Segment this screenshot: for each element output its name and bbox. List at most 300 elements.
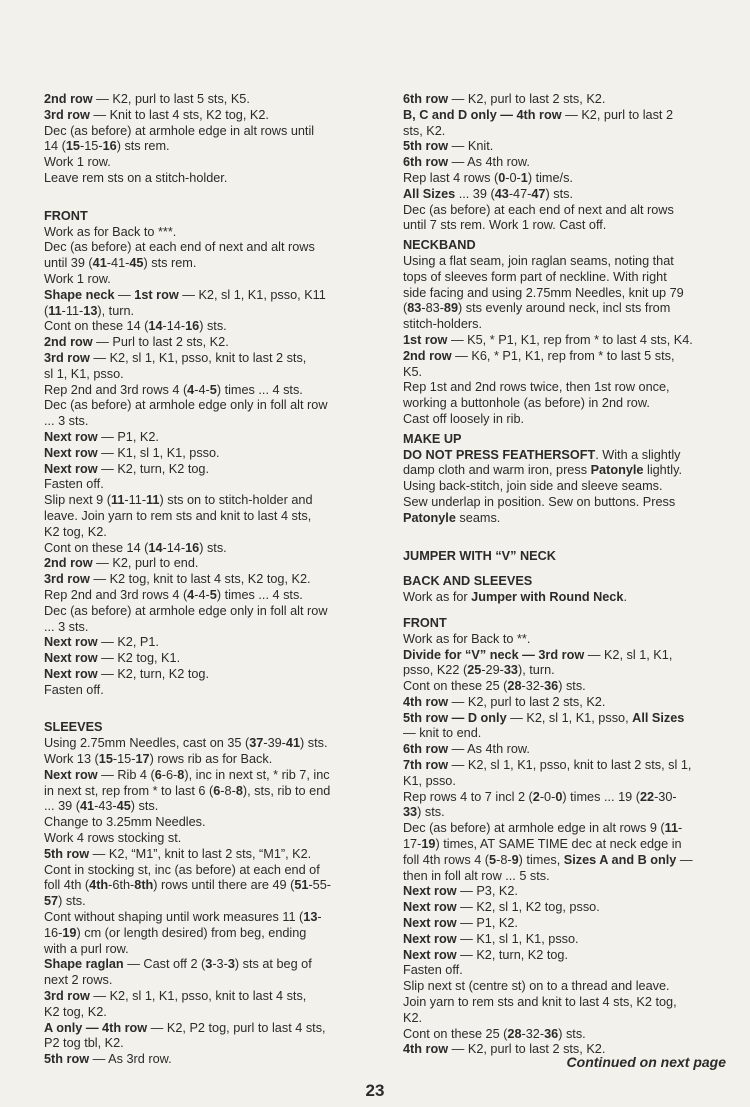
text-line — [403, 742, 726, 758]
text-run: 16- — [44, 925, 63, 940]
bold-text-run: All Sizes — [632, 710, 685, 725]
bold-text-run: 8th — [134, 878, 154, 893]
text-run: ) sts. — [130, 799, 159, 814]
bold-text-run: 11 — [48, 303, 62, 318]
text-run: Dec (as before) at each end of next and alt rows — [44, 240, 315, 255]
text-line — [44, 863, 366, 879]
text-run: — Rib 4 ( — [97, 767, 155, 782]
bold-text-run: 19 — [62, 925, 77, 940]
bold-text-run: 6th row — [403, 92, 449, 106]
text-line — [403, 270, 726, 286]
bold-text-run: 5th row — [44, 846, 90, 861]
text-run: ) time/s. — [527, 170, 573, 185]
bold-text-run: 41 — [285, 736, 301, 751]
text-line — [44, 768, 366, 784]
text-run: — K2, sl 1, K2 tog, psso. — [456, 900, 600, 915]
text-line — [44, 525, 366, 541]
text-line — [44, 651, 366, 667]
bold-text-run: 5 — [209, 382, 217, 397]
text-line — [44, 556, 366, 572]
text-line — [44, 752, 366, 768]
text-run: -47- — [508, 186, 532, 201]
text-run: foll 4th rows 4 ( — [403, 852, 490, 867]
text-run: Sew underlap in position. Sew on buttons. Press — [403, 494, 676, 509]
text-line — [403, 171, 726, 187]
bold-text-run: 4 — [187, 587, 195, 602]
text-line — [403, 979, 726, 995]
text-run: -4- — [194, 587, 210, 602]
text-run: working a buttonhole (as before) in 2nd row. — [403, 396, 650, 411]
bold-text-run: 14 — [148, 540, 163, 555]
text-run: Slip next 9 ( — [44, 493, 111, 508]
text-run: -41- — [106, 256, 130, 271]
text-line — [403, 916, 726, 932]
text-run: Work 1 row. — [44, 271, 111, 286]
text-line — [44, 878, 366, 894]
text-run: tops of sleeves form part of neckline. With right — [403, 269, 667, 284]
text-run: seams. — [455, 510, 501, 525]
text-line — [44, 493, 366, 509]
text-run: — K6, * P1, K1, rep from * to last 5 sts, — [451, 348, 675, 363]
bold-text-run: Next row — [44, 461, 98, 476]
text-line — [403, 511, 726, 527]
bold-text-run: 25 — [467, 663, 482, 678]
text-run: Dec (as before) at armhole edge in alt rows until — [44, 123, 315, 138]
text-run: Dec (as before) at each end of next and alt rows — [403, 202, 674, 217]
left-column — [44, 92, 366, 1068]
section-heading: FRONT — [44, 208, 88, 223]
text-run: Work 13 ( — [44, 752, 99, 767]
spacer — [44, 698, 366, 716]
text-run: -0- — [505, 170, 521, 185]
text-run: — K2, sl 1, K1, — [584, 647, 673, 662]
bold-text-run: 47 — [531, 186, 546, 201]
text-run: ), turn. — [518, 663, 555, 678]
text-run: ), inc in next st, * rib 7, inc — [184, 767, 330, 782]
bold-text-run: DO NOT PRESS FEATHERSOFT — [403, 447, 596, 462]
text-line — [44, 541, 366, 557]
text-line — [403, 711, 726, 727]
text-line — [403, 679, 726, 695]
text-run: leave. Join yarn to rem sts and knit to last 4 sts, — [44, 508, 312, 523]
bold-text-run: 1st row — [134, 287, 179, 302]
text-run: -14- — [162, 540, 186, 555]
bold-text-run: 5th row — [403, 139, 449, 154]
text-run: — K2, purl to last 2 sts, K2. — [448, 92, 606, 106]
section-heading: NECKBAND — [403, 238, 476, 253]
text-run: — — [114, 287, 135, 302]
text-run: Leave rem sts on a stitch-holder. — [44, 170, 228, 185]
text-line — [44, 815, 366, 831]
text-line — [44, 477, 366, 493]
text-run: sts, K2. — [403, 123, 446, 138]
page-number: 23 — [365, 1081, 385, 1100]
text-run: -8- — [496, 852, 512, 867]
text-run: — K2, purl to last 2 — [561, 107, 674, 122]
text-run: — K2, P2 tog, purl to last 4 sts, — [147, 1020, 326, 1035]
text-run: ... 39 ( — [455, 186, 495, 201]
section-heading: FRONT — [403, 615, 447, 630]
text-run: -43- — [94, 799, 117, 814]
text-run: -30- — [654, 789, 677, 804]
bold-text-run: 51 — [294, 878, 309, 893]
text-run: ) sts. — [58, 894, 86, 909]
text-run: ), sts, rib to end — [242, 783, 331, 798]
text-line — [403, 365, 726, 381]
text-run: Dec (as before) at armhole edge in alt rows 9 ( — [403, 821, 665, 836]
text-run: -8- — [220, 783, 236, 798]
bold-text-run: 33 — [403, 805, 418, 820]
text-line — [403, 92, 726, 108]
text-run: -39- — [263, 736, 286, 751]
bold-text-run: 2nd row — [44, 335, 93, 350]
text-run: Work 1 row. — [44, 155, 111, 170]
text-run: — K2, turn, K2 tog. — [97, 666, 210, 681]
right-column — [403, 92, 726, 1058]
bold-text-run: 5 — [209, 587, 217, 602]
bold-text-run: 5th row — [44, 1052, 90, 1067]
text-run: ) times ... 4 sts. — [216, 382, 303, 397]
text-line — [44, 383, 366, 399]
text-run: Dec (as before) at armhole edge only in foll alt row — [44, 398, 328, 413]
text-run: ) sts. — [199, 540, 227, 555]
bold-text-run: 0 — [555, 789, 563, 804]
text-run: ) sts. — [300, 736, 328, 751]
text-line — [403, 853, 726, 869]
bold-text-run: 16 — [185, 319, 200, 334]
bold-text-run: Next row — [44, 767, 98, 782]
text-run: ) sts. — [545, 186, 573, 201]
bold-text-run: Shape neck — [44, 287, 115, 302]
spacer — [403, 564, 726, 570]
text-line — [403, 963, 726, 979]
text-line — [44, 894, 366, 910]
text-run: K1, psso. — [403, 773, 456, 788]
text-line — [403, 108, 726, 124]
text-run: Fasten off. — [403, 963, 463, 978]
bold-text-run: Next row — [44, 429, 98, 444]
bold-text-run: 2 — [532, 789, 540, 804]
bold-text-run: 0 — [498, 170, 506, 185]
bold-text-run: Patonyle — [590, 463, 644, 478]
text-line — [44, 1005, 366, 1021]
text-run: side facing and using 2.75mm Needles, knit up 79 — [403, 285, 684, 300]
bold-text-run: Shape raglan — [44, 957, 124, 972]
bold-text-run: Next row — [44, 666, 98, 681]
text-line — [403, 726, 726, 742]
bold-text-run: Sizes A and B only — [563, 852, 677, 867]
text-run: — P1, K2. — [97, 429, 159, 444]
spacer — [403, 606, 726, 612]
text-line — [44, 367, 366, 383]
text-run: -4- — [194, 382, 210, 397]
text-run: — K5, * P1, K1, rep from * to last 4 sts, K4. — [447, 332, 693, 347]
text-line — [403, 1011, 726, 1027]
bold-text-run: 4th row — [403, 694, 449, 709]
text-run: next 2 rows. — [44, 973, 113, 988]
text-run: Using 2.75mm Needles, cast on 35 ( — [44, 736, 250, 751]
bold-text-run: All Sizes — [403, 186, 456, 201]
text-line — [44, 288, 366, 304]
bold-text-run: Next row — [403, 916, 457, 931]
text-line — [44, 1052, 366, 1068]
bold-text-run: 5th row — D only — [403, 710, 507, 725]
text-run: — K2, sl 1, K1, psso, — [506, 710, 633, 725]
text-line — [44, 351, 366, 367]
bold-text-run: 45 — [129, 256, 144, 271]
text-run: 17- — [403, 837, 422, 852]
bold-text-run: 3rd row — [44, 107, 90, 122]
text-run: -6th- — [108, 878, 135, 893]
text-line — [44, 398, 366, 414]
bold-text-run: 43 — [494, 186, 509, 201]
text-run: K2 tog, K2. — [44, 1004, 107, 1019]
text-run: — K2, sl 1, K1, psso, knit to last 2 sts, sl 1, — [448, 758, 692, 773]
text-run: Cont on these 25 ( — [403, 1026, 508, 1041]
text-run: — Knit. — [448, 139, 494, 154]
text-run: Cont on these 14 ( — [44, 540, 149, 555]
text-run: -32- — [521, 679, 545, 694]
bold-text-run: 13 — [303, 910, 318, 925]
text-line — [403, 479, 726, 495]
text-line — [44, 256, 366, 272]
text-line — [44, 588, 366, 604]
text-run: — K1, sl 1, K1, psso. — [456, 931, 579, 946]
text-run: in next st, rep from * to last 6 ( — [44, 783, 214, 798]
text-run: — K2, purl to last 2 sts, K2. — [448, 1042, 606, 1057]
bold-text-run: 36 — [544, 679, 559, 694]
bold-text-run: 2nd row — [44, 92, 93, 106]
text-run: ) sts rem. — [116, 139, 170, 154]
bold-text-run: 6 — [154, 767, 162, 782]
text-line — [403, 203, 726, 219]
text-line — [403, 139, 726, 155]
bold-text-run: 4th row — [403, 1042, 449, 1057]
bold-text-run: 36 — [544, 1026, 559, 1041]
text-run: Rep 2nd and 3rd rows 4 ( — [44, 382, 188, 397]
text-line — [403, 663, 726, 679]
text-run: Rep last 4 rows ( — [403, 170, 499, 185]
text-run: until 7 sts rem. Work 1 row. Cast off. — [403, 218, 607, 233]
text-line — [403, 774, 726, 790]
text-run: — K2, sl 1, K1, psso, K11 — [178, 287, 326, 302]
bold-text-run: 11 — [664, 821, 679, 836]
text-run: Rep 1st and 2nd rows twice, then 1st row once, — [403, 380, 670, 395]
text-line — [403, 758, 726, 774]
text-run: ... 3 sts. — [44, 414, 89, 429]
text-run: ) sts. — [558, 679, 586, 694]
bold-text-run: 45 — [116, 799, 131, 814]
text-run: -29- — [481, 663, 504, 678]
bold-text-run: 17 — [135, 752, 150, 767]
text-run: -14- — [162, 319, 186, 334]
text-run: — As 3rd row. — [89, 1052, 172, 1067]
text-run: — K2, sl 1, K1, psso, knit to last 4 sts, — [89, 989, 307, 1004]
text-run: — K2, P1. — [97, 635, 159, 650]
text-run: — Cast off 2 ( — [123, 957, 206, 972]
text-run: . — [623, 590, 627, 605]
bold-text-run: 16 — [102, 139, 117, 154]
text-run: Cont without shaping until work measures 11 ( — [44, 910, 304, 925]
bold-text-run: 11 — [111, 493, 125, 508]
text-line — [44, 108, 366, 124]
continued-note: Continued on next page — [566, 1054, 726, 1070]
text-line — [403, 349, 726, 365]
text-run: Using a flat seam, join raglan seams, noting that — [403, 253, 674, 268]
bold-text-run: Next row — [403, 947, 457, 962]
text-line — [44, 736, 366, 752]
text-line — [44, 973, 366, 989]
text-line — [44, 446, 366, 462]
text-line — [44, 572, 366, 588]
text-run: with a purl row. — [44, 941, 129, 956]
text-run: ) times, — [518, 852, 564, 867]
text-line — [403, 837, 726, 853]
text-run: ) rows until there are 49 ( — [153, 878, 295, 893]
text-run: Work as for Back to **. — [403, 631, 531, 646]
text-line — [44, 799, 366, 815]
text-run: sl 1, K1, psso. — [44, 366, 124, 381]
text-line — [44, 319, 366, 335]
text-run: Cast off loosely in rib. — [403, 411, 525, 426]
text-run: ) rows rib as for Back. — [149, 752, 273, 767]
bold-text-run: 5 — [489, 852, 497, 867]
bold-text-run: 2nd row — [44, 556, 93, 571]
text-line — [44, 139, 366, 155]
text-run: - — [317, 910, 322, 925]
bold-text-run: 13 — [83, 303, 98, 318]
text-line — [403, 463, 726, 479]
text-line — [403, 412, 726, 428]
text-line — [403, 155, 726, 171]
bold-text-run: Next row — [44, 651, 98, 666]
text-run: — K2 tog, K1. — [97, 651, 181, 666]
bold-text-run: 6th row — [403, 742, 449, 757]
bold-text-run: Next row — [44, 445, 98, 460]
bold-text-run: 6th row — [403, 155, 449, 170]
text-line — [44, 942, 366, 958]
text-run: Rep 2nd and 3rd rows 4 ( — [44, 587, 188, 602]
text-line — [44, 683, 366, 699]
text-run: Work 4 rows stocking st. — [44, 831, 182, 846]
bold-text-run: 3rd row — [44, 350, 90, 365]
text-line — [44, 784, 366, 800]
text-line — [403, 448, 726, 464]
bold-text-run: 3 — [205, 957, 213, 972]
text-run: — K2, turn, K2 tog. — [456, 947, 569, 962]
bold-text-run: 14 — [148, 319, 163, 334]
bold-text-run: 1st row — [403, 332, 448, 347]
text-run: Work as for — [403, 590, 472, 605]
text-run: K2. — [403, 1010, 423, 1025]
text-line — [403, 396, 726, 412]
bold-text-run: 4 — [187, 382, 195, 397]
text-run: Cont in stocking st, inc (as before) at each end of — [44, 862, 320, 877]
text-run: ) times ... 4 sts. — [216, 587, 303, 602]
text-line — [403, 317, 726, 333]
text-run: Fasten off. — [44, 682, 104, 697]
text-run: — — [676, 852, 693, 867]
text-run: — Purl to last 2 sts, K2. — [92, 335, 229, 350]
text-run: Rep rows 4 to 7 incl 2 ( — [403, 789, 533, 804]
bold-text-run: Next row — [403, 900, 457, 915]
text-line — [403, 995, 726, 1011]
text-run: — K1, sl 1, K1, psso. — [97, 445, 220, 460]
text-line — [44, 620, 366, 636]
text-line — [44, 414, 366, 430]
text-line — [44, 225, 366, 241]
text-line — [44, 989, 366, 1005]
bold-text-run: 9 — [511, 852, 519, 867]
text-run: P2 tog tbl, K2. — [44, 1036, 124, 1051]
text-run: 14 ( — [44, 139, 66, 154]
bold-text-run: 83 — [407, 301, 422, 316]
text-line — [44, 304, 366, 320]
text-run: ( — [44, 303, 49, 318]
bold-text-run: 8 — [235, 783, 243, 798]
text-run: ) sts on to stitch-holder and — [159, 493, 313, 508]
text-line — [403, 286, 726, 302]
text-line — [403, 301, 726, 317]
text-line — [403, 218, 726, 234]
text-line — [44, 847, 366, 863]
bold-text-run: A only — 4th row — [44, 1020, 148, 1035]
bold-text-run: Next row — [403, 884, 457, 899]
text-run: -83- — [421, 301, 444, 316]
text-run: — As 4th row. — [448, 155, 530, 170]
text-line — [44, 667, 366, 683]
text-run: — As 4th row. — [448, 742, 530, 757]
text-run: . With a slightly — [595, 447, 681, 462]
text-line — [44, 1021, 366, 1037]
text-run: ( — [403, 301, 408, 316]
bold-text-run: 57 — [44, 894, 59, 909]
text-run: stitch-holders. — [403, 317, 482, 332]
text-run: -55- — [308, 878, 332, 893]
text-line — [403, 632, 726, 648]
bold-text-run: 16 — [185, 540, 200, 555]
bold-text-run: 22 — [639, 789, 655, 804]
text-line — [403, 821, 726, 837]
bold-text-run: 2nd row — [403, 348, 452, 363]
bold-text-run: Next row — [403, 931, 457, 946]
text-run: until 39 ( — [44, 256, 93, 271]
bold-text-run: 89 — [443, 301, 459, 316]
text-run: ) sts evenly around neck, incl sts from — [458, 301, 671, 316]
text-run: ) sts rem. — [143, 256, 197, 271]
text-line — [403, 695, 726, 711]
bold-text-run: 1 — [520, 170, 528, 185]
text-run: -15- — [80, 139, 103, 154]
text-line — [44, 926, 366, 942]
text-line — [403, 932, 726, 948]
text-line — [403, 1027, 726, 1043]
text-line — [44, 831, 366, 847]
text-line — [403, 948, 726, 964]
text-run: — K2, purl to last 2 sts, K2. — [448, 694, 606, 709]
spacer — [403, 527, 726, 545]
text-run: — P1, K2. — [456, 916, 518, 931]
text-run: ), turn. — [97, 303, 135, 318]
bold-text-run: Next row — [44, 635, 98, 650]
text-run: K5. — [403, 364, 423, 379]
text-run: lightly. — [643, 463, 683, 478]
bold-text-run: 41 — [79, 799, 95, 814]
bold-text-run: 28 — [507, 679, 522, 694]
text-line — [403, 648, 726, 664]
bold-text-run: 8 — [177, 767, 185, 782]
text-run: ... 3 sts. — [44, 619, 89, 634]
